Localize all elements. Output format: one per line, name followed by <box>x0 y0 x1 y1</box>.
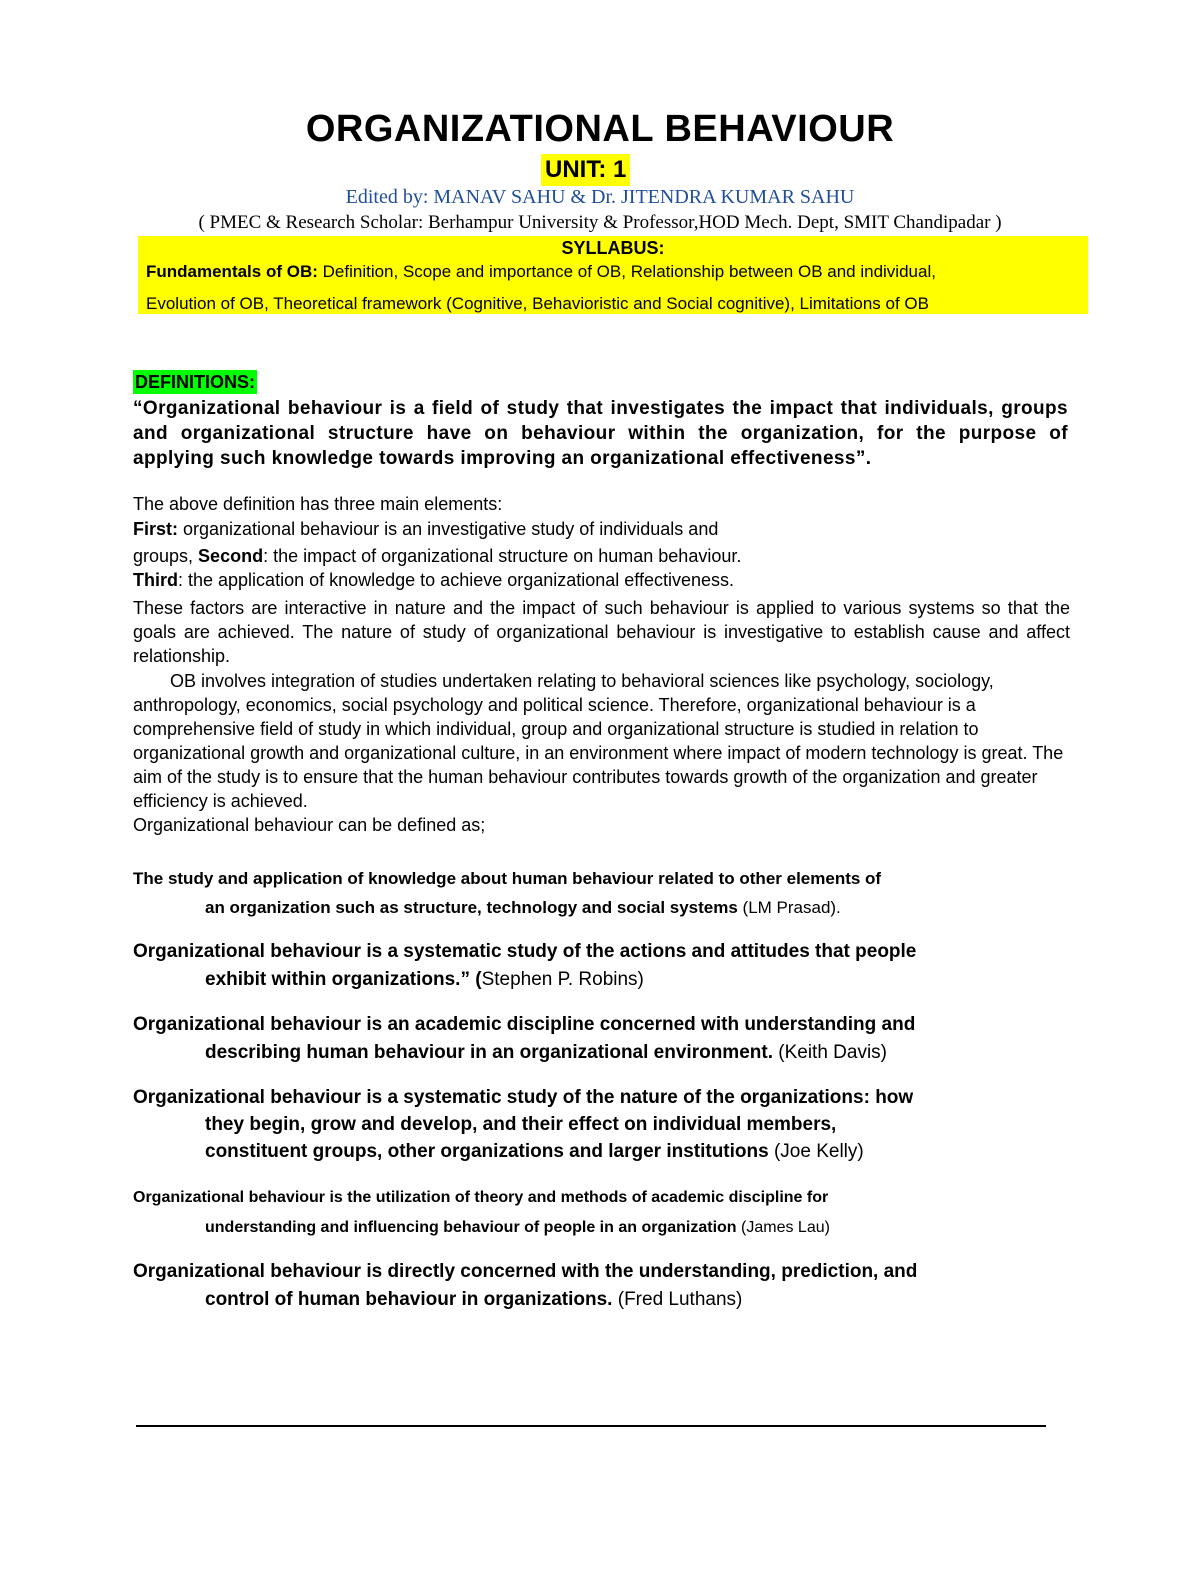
defined-as-line: Organizational behaviour can be defined as; <box>133 815 486 835</box>
first-label: First: <box>133 519 178 539</box>
quote-line: Organizational behaviour is the utilization of theory and methods of academic discipline for <box>133 1189 829 1206</box>
quote-line: understanding and influencing behaviour of people in an organization <box>205 1219 737 1236</box>
element-first <box>133 519 718 540</box>
quote-line: Organizational behaviour is an academic discipline concerned with understanding and <box>133 1014 916 1035</box>
main-definition-quote: “Organizational behaviour is a field of study that investigates the impact that individuals, groups and organizational structure have on behaviour within the organization, for the purpose of applying such knowledge towards improving an organizational effectiveness”. <box>133 398 1068 469</box>
quote-author: (Keith Davis) <box>772 1042 887 1063</box>
quote-line: they begin, grow and develop, and their effect on individual members, <box>205 1114 837 1135</box>
definitions-heading: DEFINITIONS: <box>135 372 255 392</box>
definition-fred-luthans <box>133 1258 917 1314</box>
quote-line: an organization such as structure, technology and social systems <box>205 898 738 917</box>
element-second <box>133 546 741 567</box>
third-label: Third <box>133 570 178 590</box>
definition-joe-kelly <box>133 1084 913 1165</box>
footer-divider <box>136 1425 1046 1427</box>
factors-paragraph: These factors are interactive in nature and the impact of such behaviour is applied to various systems so that the goals are achieved. The nature of study of organizational behaviour is investigative to establish cause and affect relationship. <box>133 598 1070 666</box>
quote-author: (Fred Luthans) <box>612 1289 743 1310</box>
third-text: : the application of knowledge to achieve organizational effectiveness. <box>178 570 735 590</box>
elements-intro: The above definition has three main elements: <box>133 494 503 514</box>
second-label: Second <box>198 546 264 566</box>
quote-author: (James Lau) <box>736 1219 830 1236</box>
element-third <box>133 570 734 591</box>
affiliation-line: ( PMEC & Research Scholar: Berhampur University & Professor,HOD Mech. Dept, SMIT Chandipadar ) <box>198 212 1002 233</box>
syllabus-label: Fundamentals of OB: <box>146 262 318 281</box>
quote-line: Organizational behaviour is directly concerned with the understanding, prediction, and <box>133 1261 918 1282</box>
definition-james-lau <box>133 1183 830 1243</box>
quote-line: control of human behaviour in organizations. <box>205 1289 613 1310</box>
syllabus-text-1: Definition, Scope and importance of OB, Relationship between OB and individual, <box>317 262 936 281</box>
definition-robins <box>133 938 916 994</box>
syllabus-heading: SYLLABUS: <box>561 238 665 258</box>
quote-author: (Joe Kelly) <box>768 1141 864 1162</box>
quote-author: Stephen P. Robins) <box>481 969 644 990</box>
quote-line: The study and application of knowledge about human behaviour related to other elements of <box>133 869 882 888</box>
second-text: : the impact of organizational structure on human behaviour. <box>263 546 742 566</box>
unit-label: UNIT: 1 <box>541 154 630 186</box>
first-text: organizational behaviour is an investigative study of individuals and <box>178 519 719 539</box>
quote-line: Organizational behaviour is a systematic study of the actions and attitudes that people <box>133 941 917 962</box>
syllabus-line-1 <box>146 262 936 282</box>
quote-line: describing human behaviour in an organizational environment. <box>205 1042 773 1063</box>
document-title: ORGANIZATIONAL BEHAVIOUR <box>305 108 895 150</box>
quote-author: (LM Prasad). <box>737 898 841 917</box>
ob-paragraph: OB involves integration of studies undertaken relating to behavioral sciences like psychology, sociology, anthropology, economics, social psychology and political science. Therefore, organizational behaviour is a comprehensive field of study in which individual, group and organizational structure is studied in relation to organizational growth and organizational culture, in an environment where impact of modern technology is great. The aim of the study is to ensure that the human behaviour contributes towards growth of the organization and greater efficiency is achieved. <box>133 671 1064 811</box>
quote-line: Organizational behaviour is a systematic study of the nature of the organizations: how <box>133 1087 914 1108</box>
definition-keith-davis <box>133 1011 915 1067</box>
definition-lm-prasad <box>133 864 881 922</box>
syllabus-line-2: Evolution of OB, Theoretical framework (Cognitive, Behavioristic and Social cognitive), Limitations of OB <box>146 294 929 313</box>
editors-line: Edited by: MANAV SAHU & Dr. JITENDRA KUMAR SAHU <box>345 186 855 208</box>
groups-text: groups, <box>133 546 199 566</box>
quote-line: exhibit within organizations.” ( <box>205 969 482 990</box>
syllabus-box <box>138 236 1088 314</box>
quote-line: constituent groups, other organizations and larger institutions <box>205 1141 769 1162</box>
